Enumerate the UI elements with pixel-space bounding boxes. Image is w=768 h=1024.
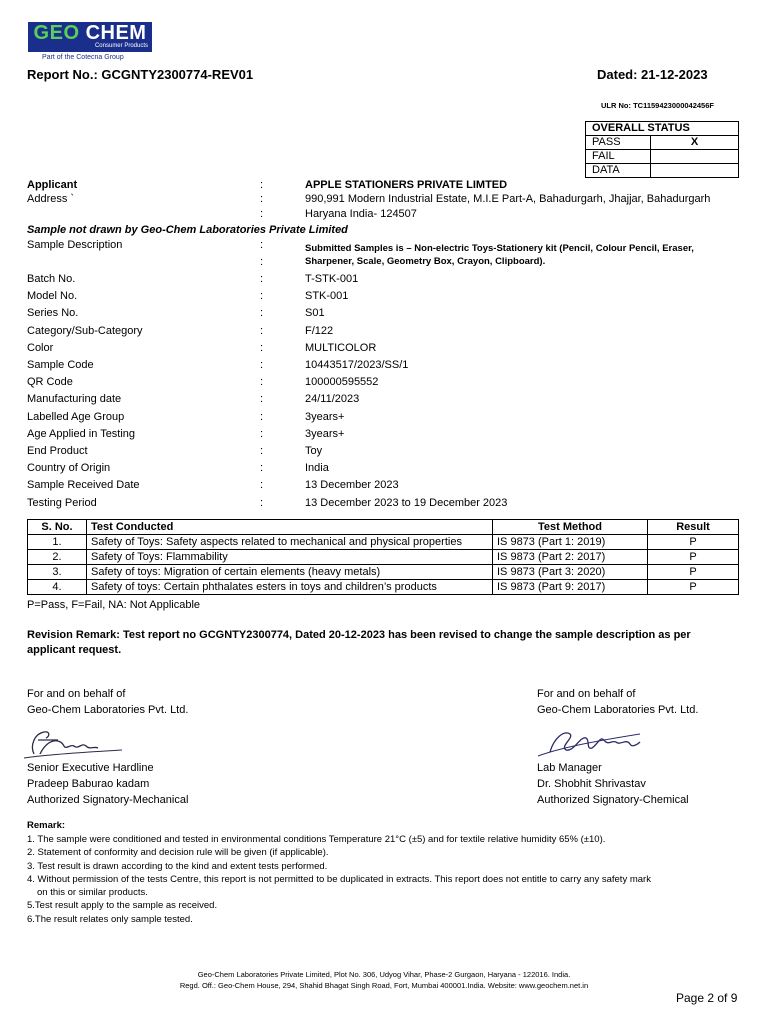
tests-table: [27, 519, 739, 595]
colon: :: [260, 179, 264, 191]
field-value: S01: [305, 307, 325, 319]
revision-remark: Revision Remark: Test report no GCGNTY2300774, Dated 20-12-2023 has been revised to change the sample description as per applicant request.: [27, 629, 691, 656]
field-label: QR Code: [27, 376, 73, 388]
field-value: 3years+: [305, 411, 345, 423]
field-label: Labelled Age Group: [27, 411, 125, 423]
signature-left: [20, 724, 130, 762]
colon: :: [260, 256, 264, 268]
sample-description-label: Sample Description: [27, 239, 123, 251]
colon: :: [260, 445, 264, 457]
field-label: Testing Period: [27, 497, 97, 509]
field-label: Sample Received Date: [27, 479, 140, 491]
colon: :: [260, 411, 264, 423]
logo-subtitle: Consumer Products: [94, 43, 148, 49]
signatory-left: For and on behalf of Geo-Chem Laboratories Pvt. Ltd.: [27, 688, 189, 716]
list-item: 6.The result relates only sample tested.: [27, 913, 193, 925]
list-item: 1. The sample were conditioned and tested in environmental conditions Temperature 21°C (±5) and for textile relative humidity 65% (±10).: [27, 834, 606, 845]
field-label: Manufacturing date: [27, 393, 122, 405]
address-label: Address `: [27, 193, 75, 205]
field-value: 10443517/2023/SS/1: [305, 359, 409, 371]
field-label: Batch No.: [27, 273, 76, 285]
colon: :: [260, 239, 264, 251]
status-row-pass: PASS X: [586, 136, 739, 150]
field-value: 13 December 2023: [305, 479, 399, 491]
footer: Geo-Chem Laboratories Private Limited, Plot No. 306, Udyog Vihar, Phase-2 Gurgaon, Haryana - 122016. India. Regd. Off.: Geo-Chem House, 294, Shahid Bhagat Singh Road, Fort, Mumbai 400001.India. Website: www.geochem.net.in: [179, 970, 589, 990]
col-sno: S. No.: [28, 520, 87, 535]
colon: :: [260, 497, 264, 509]
table-row: 3. Safety of toys: Migration of certain elements (heavy metals) IS 9873 (Part 3: 2020) P: [28, 565, 739, 580]
col-result: Result: [648, 520, 739, 535]
sample-note: Sample not drawn by Geo-Chem Laboratories Private Limited: [27, 224, 348, 236]
field-label: Sample Code: [27, 359, 94, 371]
list-item: on this or similar products.: [37, 887, 148, 899]
list-item: 5.Test result apply to the sample as received.: [27, 900, 218, 912]
sample-description-line1: Submitted Samples is – Non-electric Toys-Stationery kit (Pencil, Colour Pencil, Eraser,: [305, 243, 694, 254]
address-line2: Haryana India- 124507: [305, 208, 417, 220]
address-line1: 990,991 Modern Industrial Estate, M.I.E Part-A, Bahadurgarh, Jhajjar, Bahadurgarh: [305, 193, 711, 205]
field-value: T-STK-001: [305, 273, 359, 285]
colon: :: [260, 428, 264, 440]
field-value: MULTICOLOR: [305, 342, 377, 354]
result-legend: P=Pass, F=Fail, NA: Not Applicable: [27, 599, 201, 611]
field-label: Series No.: [27, 307, 79, 319]
signatory-left-details: Senior Executive Hardline Pradeep Baburao kadam Authorized Signatory-Mechanical: [27, 762, 189, 806]
colon: :: [260, 359, 264, 371]
colon: :: [260, 479, 264, 491]
colon: :: [260, 208, 264, 220]
list-item: 4. Without permission of the tests Centre, this report is not permitted to be duplicated in extracts. This report does not entitle to carry any safety mark: [27, 873, 651, 885]
field-value: 100000595552: [305, 376, 379, 388]
colon: :: [260, 393, 264, 405]
field-label: End Product: [27, 445, 88, 457]
field-label: Category/Sub-Category: [27, 325, 143, 337]
remarks-heading: Remark:: [27, 820, 66, 831]
colon: :: [260, 307, 264, 319]
signatory-right: For and on behalf of Geo-Chem Laboratories Pvt. Ltd.: [537, 688, 699, 716]
report-number: Report No.: GCGNTY2300774-REV01: [27, 67, 254, 82]
page-number: Page 2 of 9: [676, 991, 738, 1005]
overall-status-table: [585, 121, 739, 178]
colon: :: [260, 193, 264, 205]
signature-right: [530, 722, 650, 762]
sample-description-line2: Sharpener, Scale, Geometry Box, Crayon, Clipboard).: [305, 256, 546, 267]
colon: :: [260, 462, 264, 474]
field-value: 24/11/2023: [305, 393, 360, 405]
field-label: Model No.: [27, 290, 78, 302]
list-item: 3. Test result is drawn according to the kind and extent tests performed.: [27, 860, 328, 872]
field-value: Toy: [305, 445, 323, 457]
report-date: Dated: 21-12-2023: [597, 67, 708, 82]
status-row-fail: FAIL: [586, 150, 739, 164]
logo-tagline: Part of the Cotecna Group: [42, 54, 124, 61]
field-label: Country of Origin: [27, 462, 111, 474]
remarks-list: [27, 833, 742, 926]
table-row: 2. Safety of Toys: Flammability IS 9873 (Part 2: 2017) P: [28, 550, 739, 565]
field-value: India: [305, 462, 329, 474]
applicant-name: APPLE STATIONERS PRIVATE LIMTED: [305, 179, 508, 191]
field-label: Age Applied in Testing: [27, 428, 136, 440]
overall-status-header: OVERALL STATUS: [586, 122, 739, 136]
tests-header-row: [28, 520, 739, 535]
field-value: 13 December 2023 to 19 December 2023: [305, 497, 508, 509]
field-value: STK-001: [305, 290, 349, 302]
logo-text: GEO CHEM: [33, 22, 147, 44]
colon: :: [260, 342, 264, 354]
col-method: Test Method: [493, 520, 648, 535]
table-row: 4. Safety of toys: Certain phthalates esters in toys and children’s products IS 9873 (Part 9: 2017) P: [28, 580, 739, 595]
colon: :: [260, 376, 264, 388]
applicant-label: Applicant: [27, 179, 78, 191]
table-row: 1. Safety of Toys: Safety aspects related to mechanical and physical properties IS 9873 (Part 1: 2019) P: [28, 535, 739, 550]
colon: :: [260, 273, 264, 285]
colon: :: [260, 325, 264, 337]
field-label: Color: [27, 342, 54, 354]
ulr-number: ULR No: TC1159423000042456F: [601, 101, 714, 110]
signatory-right-details: Lab Manager Dr. Shobhit Shrivastav Authorized Signatory-Chemical: [537, 762, 689, 806]
field-value: 3years+: [305, 428, 345, 440]
col-test: Test Conducted: [87, 520, 493, 535]
colon: :: [260, 290, 264, 302]
status-row-data: DATA: [586, 164, 739, 178]
field-value: F/122: [305, 325, 334, 337]
list-item: 2. Statement of conformity and decision rule will be given (if applicable).: [27, 847, 329, 859]
